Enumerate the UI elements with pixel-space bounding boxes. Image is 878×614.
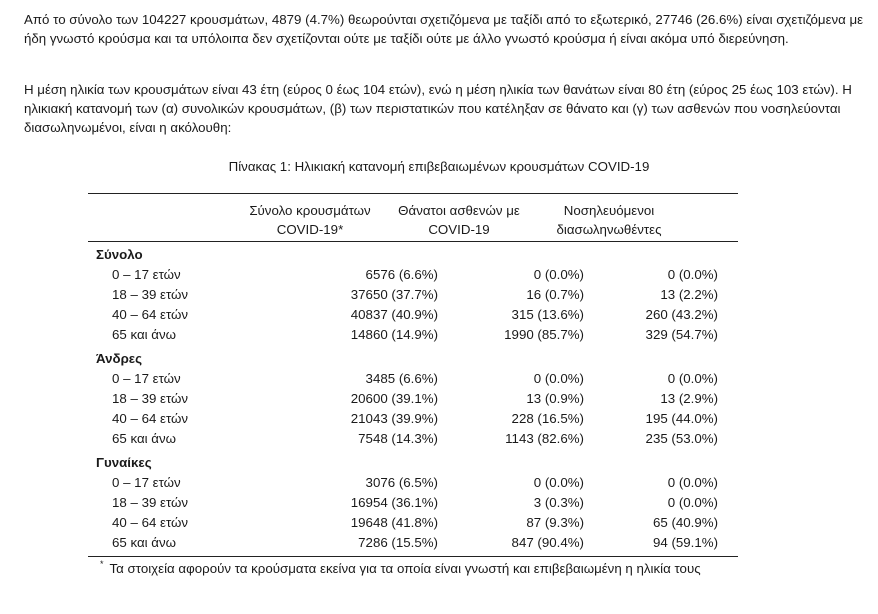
age-cell: 0 – 17 ετών: [112, 371, 181, 386]
table-row: [88, 515, 738, 535]
deaths-cell: 0 (0.0%): [533, 371, 584, 386]
intubated-cell: 65 (40.9%): [652, 515, 718, 530]
age-cell: 65 και άνω: [112, 431, 177, 446]
intubated-cell: 0 (0.0%): [667, 371, 718, 386]
table-row: [88, 431, 738, 451]
intubated-cell: 94 (59.1%): [652, 535, 718, 550]
deaths-cell: 13 (0.9%): [526, 391, 584, 406]
deaths-cell: 847 (90.4%): [511, 535, 584, 550]
group-heading: Άνδρες: [96, 351, 143, 366]
table-row: [88, 475, 738, 495]
footnote-mark: *: [100, 559, 104, 569]
intubated-cell: 0 (0.0%): [667, 267, 718, 282]
group-heading: Γυναίκες: [96, 455, 152, 470]
table-row: [88, 391, 738, 411]
intubated-cell: 0 (0.0%): [667, 475, 718, 490]
table-row: [88, 495, 738, 515]
intubated-cell: 235 (53.0%): [645, 431, 718, 446]
footnote-text: Τα στοιχεία αφορούν τα κρούσματα εκείνα για τα οποία είναι γνωστή και επιβεβαιωμένη η ηλικία τους: [109, 561, 701, 576]
intubated-cell: 13 (2.2%): [660, 287, 718, 302]
table-row: [88, 267, 738, 287]
age-cell: 18 – 39 ετών: [112, 287, 189, 302]
group-heading: Σύνολο: [96, 247, 143, 262]
table-row: [88, 411, 738, 431]
header-deaths-line2: COVID-19: [428, 222, 490, 237]
age-cell: 0 – 17 ετών: [112, 475, 181, 490]
cases-cell: 3076 (6.5%): [365, 475, 438, 490]
cases-cell: 7548 (14.3%): [358, 431, 438, 446]
intubated-cell: 329 (54.7%): [645, 327, 718, 342]
header-cases-line2: COVID-19*: [276, 222, 344, 237]
intubated-cell: 0 (0.0%): [667, 495, 718, 510]
deaths-cell: 1990 (85.7%): [504, 327, 584, 342]
table-header-rule: [88, 241, 738, 242]
deaths-cell: 87 (9.3%): [526, 515, 584, 530]
cases-cell: 7286 (15.5%): [358, 535, 438, 550]
intubated-cell: 260 (43.2%): [645, 307, 718, 322]
age-cell: 65 και άνω: [112, 535, 177, 550]
age-cell: 18 – 39 ετών: [112, 391, 189, 406]
table-bottom-rule: [88, 556, 738, 557]
deaths-cell: 315 (13.6%): [511, 307, 584, 322]
intro-paragraph: Από το σύνολο των 104227 κρουσμάτων, 4879 (4.7%) θεωρούνται σχετιζόμενα με ταξίδι από το εξωτερικό, 27746 (26.6%) είναι σχετιζόμενα με ήδη γνωστό κρούσμα και τα υπόλοιπα δεν σχετίζονται ούτε με ταξίδι ούτε με άλλο γνωστό κρούσμα ή είναι ακόμα υπό διερεύνηση.: [24, 12, 864, 46]
header-cases: [240, 201, 380, 239]
intubated-cell: 13 (2.9%): [660, 391, 718, 406]
cases-cell: 6576 (6.6%): [365, 267, 438, 282]
deaths-cell: 1143 (82.6%): [505, 431, 584, 446]
age-cell: 40 – 64 ετών: [112, 307, 189, 322]
age-cell: 65 και άνω: [112, 327, 177, 342]
age-cell: 40 – 64 ετών: [112, 411, 189, 426]
cases-cell: 37650 (37.7%): [350, 287, 438, 302]
deaths-cell: 228 (16.5%): [511, 411, 584, 426]
age-cell: 0 – 17 ετών: [112, 267, 181, 282]
table-row: [88, 535, 738, 555]
table-top-rule: [88, 193, 738, 194]
deaths-cell: 0 (0.0%): [533, 267, 584, 282]
header-intubated-line1: Νοσηλευόμενοι: [563, 203, 655, 218]
table-row: [88, 307, 738, 327]
header-deaths: [384, 201, 534, 239]
deaths-cell: 3 (0.3%): [533, 495, 584, 510]
intubated-cell: 195 (44.0%): [645, 411, 718, 426]
header-intubated-line2: διασωληνωθέντες: [556, 222, 662, 237]
cases-cell: 21043 (39.9%): [350, 411, 438, 426]
age-cell: 18 – 39 ετών: [112, 495, 189, 510]
age-cell: 40 – 64 ετών: [112, 515, 189, 530]
cases-cell: 40837 (40.9%): [350, 307, 438, 322]
deaths-cell: 16 (0.7%): [526, 287, 584, 302]
table-row: [88, 327, 738, 347]
table-footnote: [100, 559, 701, 576]
table-row: [88, 287, 738, 307]
header-intubated: [534, 201, 684, 239]
cases-cell: 16954 (36.1%): [350, 495, 438, 510]
cases-cell: 19648 (41.8%): [350, 515, 438, 530]
cases-cell: 3485 (6.6%): [365, 371, 438, 386]
age-paragraph: Η μέση ηλικία των κρουσμάτων είναι 43 έτη (εύρος 0 έως 104 ετών), ενώ η μέση ηλικία των θανάτων είναι 80 έτη (εύρος 25 έως 103 ετών). Η ηλικιακή κατανομή των (α) συνολικών κρουσμάτων, (β) των περιστατικών που κατέληξαν σε θάνατο και (γ) των ασθενών που νοσηλεύονται διασωληνωμένοι, είναι η ακόλουθη:: [24, 82, 852, 135]
header-cases-line1: Σύνολο κρουσμάτων: [249, 203, 371, 218]
deaths-cell: 0 (0.0%): [533, 475, 584, 490]
header-deaths-line1: Θάνατοι ασθενών με: [398, 203, 520, 218]
cases-cell: 20600 (39.1%): [350, 391, 438, 406]
table-row: [88, 371, 738, 391]
table-caption: Πίνακας 1: Ηλικιακή κατανομή επιβεβαιωμένων κρουσμάτων COVID-19: [228, 159, 650, 174]
cases-cell: 14860 (14.9%): [350, 327, 438, 342]
